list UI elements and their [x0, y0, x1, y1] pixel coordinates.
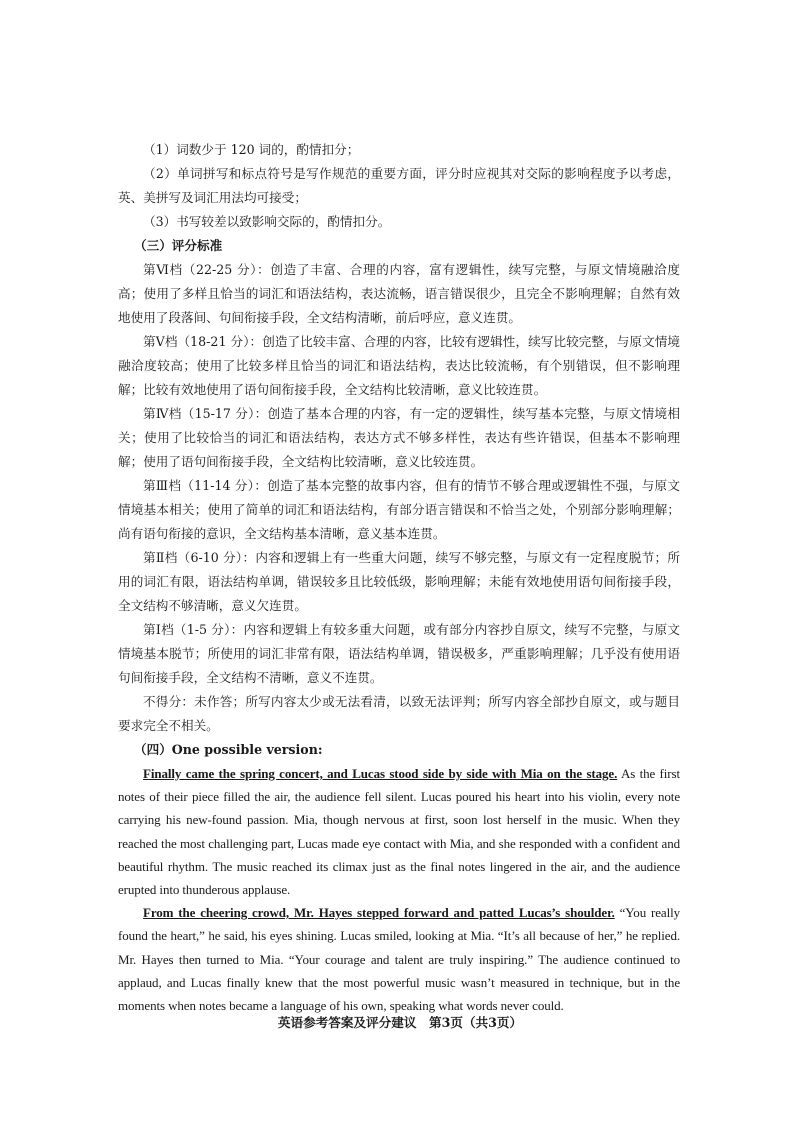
paragraph-2-lead: From the cheering crowd, Mr. Hayes stepped forward and patted Lucas’s shoulder. [143, 905, 615, 921]
criteria-level-1: 第Ⅰ档（1-5 分）：内容和逻辑上有较多重大问题，或有部分内容抄自原文，续写不完整，与原文情境基本脱节；所使用的词汇非常有限，语法结构单调，错误极多，严重影响理解；几乎没有使用语句间衔接手段，全文结构不清晰，意义不连贯。 [118, 622, 680, 685]
paragraph-2-body: “You really found the heart,” he said, his eyes shining. Lucas smiled, looking at Mia. “It’s all because of her,” he replied. Mr. Hayes then turned to Mia. “Your courage and talent are truly inspiring.” The audience continued to applaud, and Lucas finally knew that the most powerful music wasn’t measured in technique, but in the moments when notes became a language of his own, speaking what words never could. [118, 905, 680, 1014]
page-content [118, 138, 680, 1017]
sample-paragraph-2 [118, 901, 680, 1017]
note-3: （3）书写较差以致影响交际的，酌情扣分。 [143, 214, 391, 229]
criteria-level-3: 第Ⅲ档（11-14 分）：创造了基本完整的故事内容，但有的情节不够合理或逻辑性不强，与原文情境基本相关；使用了简单的词汇和语法结构，有部分语言错误和不恰当之处，个别部分影响理解；尚有语句衔接的意识，全文结构基本清晰，意义基本连贯。 [118, 478, 680, 541]
paragraph-1-body: As the first notes of their piece filled the air, the audience fell silent. Lucas poured his heart into his violin, every note carrying his new-found passion. Mia, though nervous at first, soon lost herself in the music. When they reached the most challenging part, Lucas made eye contact with Mia, and she responded with a confident and beautiful rhythm. The music reached its climax just as the final notes lingered in the air, and the audience erupted into thunderous applause. [118, 766, 680, 898]
criteria-level-2: 第Ⅱ档（6-10 分）：内容和逻辑上有一些重大问题，续写不够完整，与原文有一定程度脱节；所用的词汇有限，语法结构单调，错误较多且比较低级，影响理解；未能有效地使用语句间衔接手段，全文结构不够清晰，意义欠连贯。 [118, 550, 680, 613]
note-2: （2）单词拼写和标点符号是写作规范的重要方面，评分时应视其对交际的影响程度予以考虑，英、美拼写及词汇用法均可接受； [118, 166, 680, 205]
criteria-level-6: 第Ⅵ档（22-25 分）：创造了丰富、合理的内容，富有逻辑性，续写完整，与原文情境融洽度高；使用了多样且恰当的词汇和语法结构，表达流畅，语言错误很少，且完全不影响理解；自然有效地使用了段落间、句间衔接手段，全文结构清晰，前后呼应，意义连贯。 [118, 262, 680, 325]
criteria-level-4: 第Ⅳ档（15-17 分）：创造了基本合理的内容，有一定的逻辑性，续写基本完整，与原文情境相关；使用了比较恰当的词汇和语法结构，表达方式不够多样性，表达有些许错误，但基本不影响理解；使用了语句间衔接手段，全文结构比较清晰，意义比较连贯。 [118, 406, 680, 469]
note-1: （1）词数少于 120 词的，酌情扣分； [143, 142, 360, 157]
page-footer: 英语参考答案及评分建议 第3页（共3页） [277, 1015, 523, 1030]
paragraph-1-lead: Finally came the spring concert, and Lucas stood side by side with Mia on the stage. [143, 766, 618, 781]
criteria-heading: （三）评分标准 [134, 238, 223, 253]
version-heading: （四）One possible version: [134, 742, 323, 757]
criteria-level-5: 第Ⅴ档（18-21 分）：创造了比较丰富、合理的内容，比较有逻辑性，续写比较完整，与原文情境融洽度较高；使用了比较多样且恰当的词汇和语法结构，表达比较流畅，有个别错误，但不影响理解；比较有效地使用了语句间衔接手段，全文结构比较清晰，意义比较连贯。 [118, 334, 680, 397]
criteria-zero: 不得分：未作答；所写内容太少或无法看清，以致无法评判；所写内容全部抄自原文，或与题目要求完全不相关。 [118, 694, 680, 733]
sample-paragraph-1 [118, 762, 680, 901]
